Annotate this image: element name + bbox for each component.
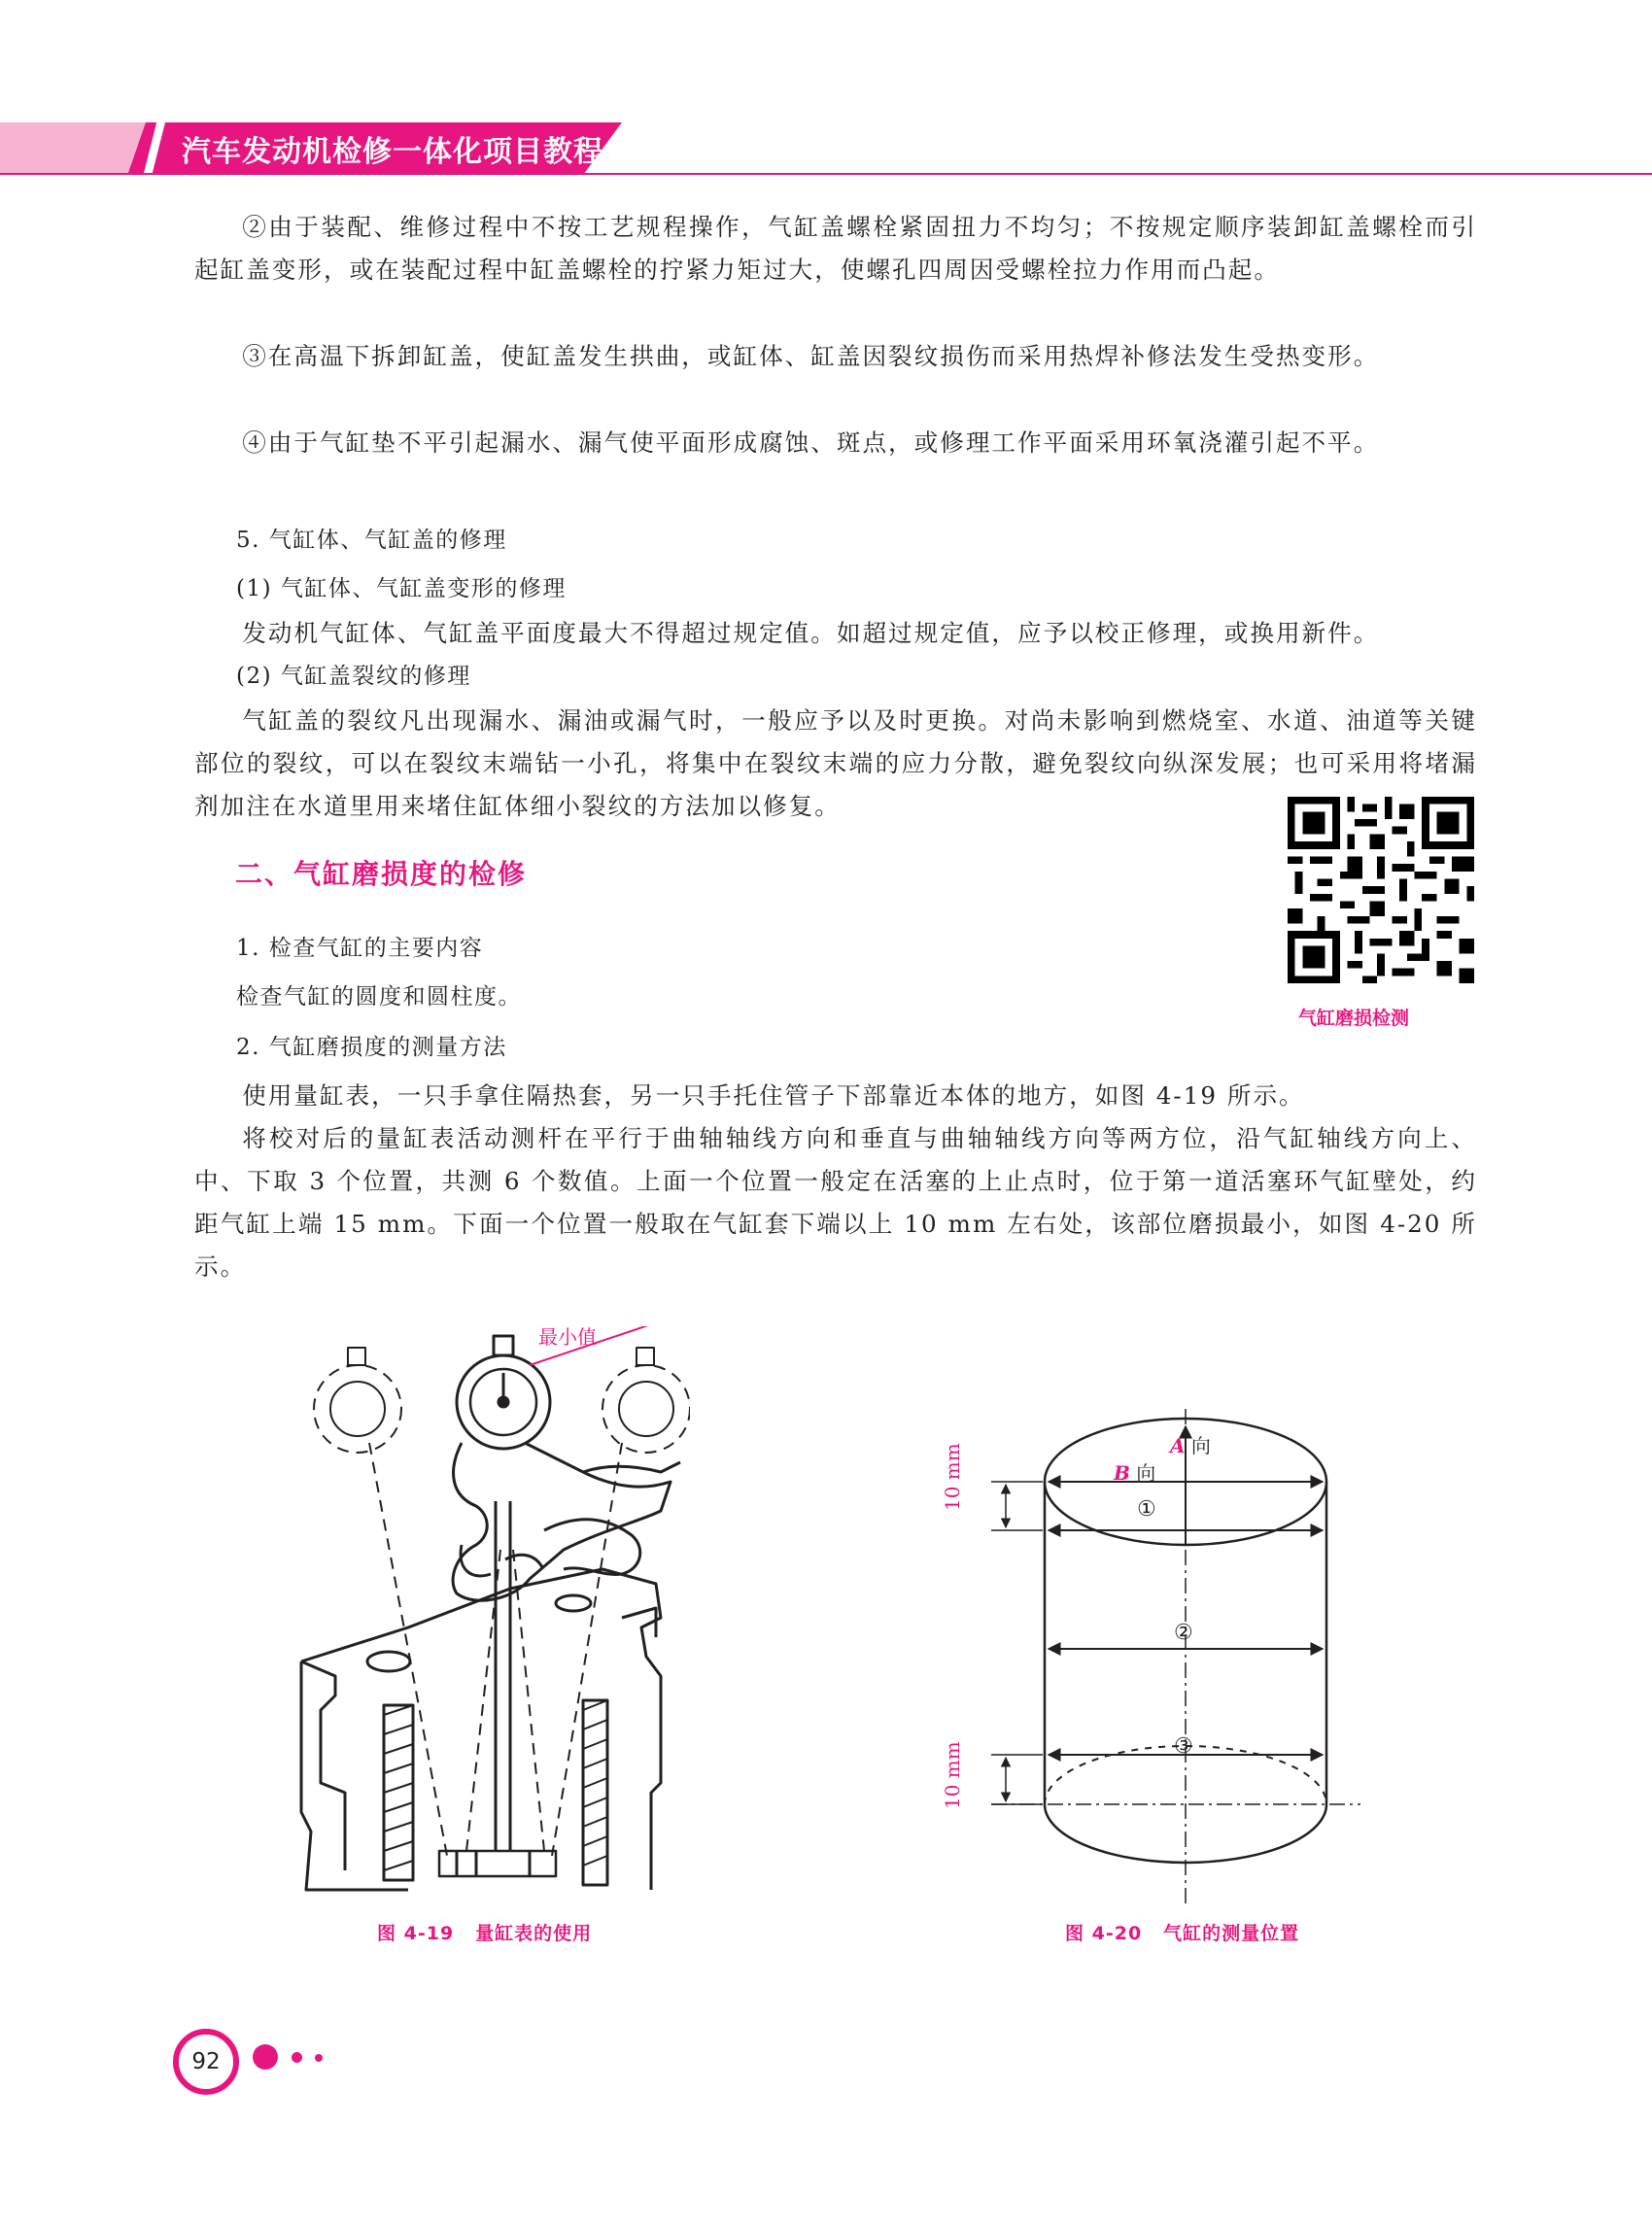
paragraph-crack: 气缸盖的裂纹凡出现漏水、漏油或漏气时，一般应予以及时更换。对尚未影响到燃烧室、水道、油道等关键部位的裂纹，可以在裂纹末端钻一小孔，将集中在裂纹末端的应力分散，避免裂纹向纵深发展；也可采用将堵漏剂加注在水道里用来堵住缸体细小裂纹的方法加以修复。 [194,706,1477,820]
direction-a-label [1170,1430,1211,1458]
caption-text: 气缸的测量位置 [1163,1923,1300,1944]
book-title: 汽车发动机检修一体化项目教程 [182,135,603,169]
caption-figure-4-20 [1065,1919,1299,1945]
direction-b-letter: B [1114,1461,1130,1485]
heading-deformation-repair: (1) 气缸体、气缸盖变形的修理 [236,576,567,601]
qr-code[interactable] [1288,797,1474,983]
heading-crack-repair: (2) 气缸盖裂纹的修理 [236,664,471,689]
header-band-light [0,122,146,173]
paragraph-cause-4: ④由于气缸垫不平引起漏水、漏气使平面形成腐蚀、斑点，或修理工作平面采用环氧浇灌引起不平。 [242,428,1380,457]
figure-measure-positions [952,1399,1380,1909]
label-min-value: 最小值 [538,1325,597,1349]
heading-repair: 5. 气缸体、气缸盖的修理 [236,528,507,553]
paragraph-roundness: 检查气缸的圆度和圆柱度。 [236,984,522,1010]
page-dot-medium [292,2052,302,2063]
direction-b-suffix: 向 [1136,1461,1156,1485]
page-number: 92 [173,2029,239,2095]
paragraph-gauge-use: 使用量缸表，一只手拿住隔热套，另一只手托住管子下部靠近本体的地方，如图 4-19 所示。 [242,1081,1305,1110]
qr-caption: 气缸磨损检测 [1298,1008,1410,1029]
heading-inspection-content: 1. 检查气缸的主要内容 [236,936,484,961]
dim-label-top: 10 mm [941,1443,964,1511]
caption-text: 量缸表的使用 [475,1923,593,1944]
position-1-label: ① [1137,1497,1156,1522]
heading-measure-method: 2. 气缸磨损度的测量方法 [236,1035,507,1060]
position-2-label: ② [1174,1621,1193,1645]
dim-label-bottom: 10 mm [941,1741,964,1809]
position-3-label: ③ [1174,1734,1193,1759]
direction-a-suffix: 向 [1190,1434,1211,1457]
caption-figure-4-19 [377,1919,592,1945]
paragraph-measurement: 将校对后的量缸表活动测杆在平行于曲轴轴线方向和垂直与曲轴轴线方向等两方位，沿气缸轴线方向上、中、下取 3 个位置，共测 6 个数值。上面一个位置一般定在活塞的上止点时，位于第一道活塞环气缸壁处，约距气缸上端 15 mm。下面一个位置一般取在气缸套下端以上 10 mm 左右处，该部位磨损最小，如图 4-20 所示。 [194,1124,1477,1281]
paragraph-cause-3: ③在高温下拆卸缸盖，使缸盖发生拱曲，或缸体、缸盖因裂纹损伤而采用热焊补修法发生受热变形。 [242,342,1380,370]
header-rule [0,173,1652,175]
page-dot-small [315,2054,323,2062]
direction-a-letter: A [1170,1434,1186,1457]
direction-b-label [1114,1457,1155,1486]
paragraph-cause-2: ②由于装配、维修过程中不按工艺规程操作，气缸盖螺栓紧固扭力不均匀；不按规定顺序装卸缸盖螺栓而引起缸盖变形，或在装配过程中缸盖螺栓的拧紧力矩过大，使螺孔四周因受螺栓拉力作用而凸起。 [194,213,1477,284]
page-dot-large [253,2044,278,2070]
paragraph-flatness: 发动机气缸体、气缸盖平面度最大不得超过规定值。如超过规定值，应予以校正修理，或换用新件。 [242,619,1380,647]
caption-number: 图 4-19 [377,1923,455,1944]
section-title: 二、气缸磨损度的检修 [235,858,528,890]
figure-bore-gauge [292,1326,690,1909]
caption-number: 图 4-20 [1065,1923,1143,1944]
